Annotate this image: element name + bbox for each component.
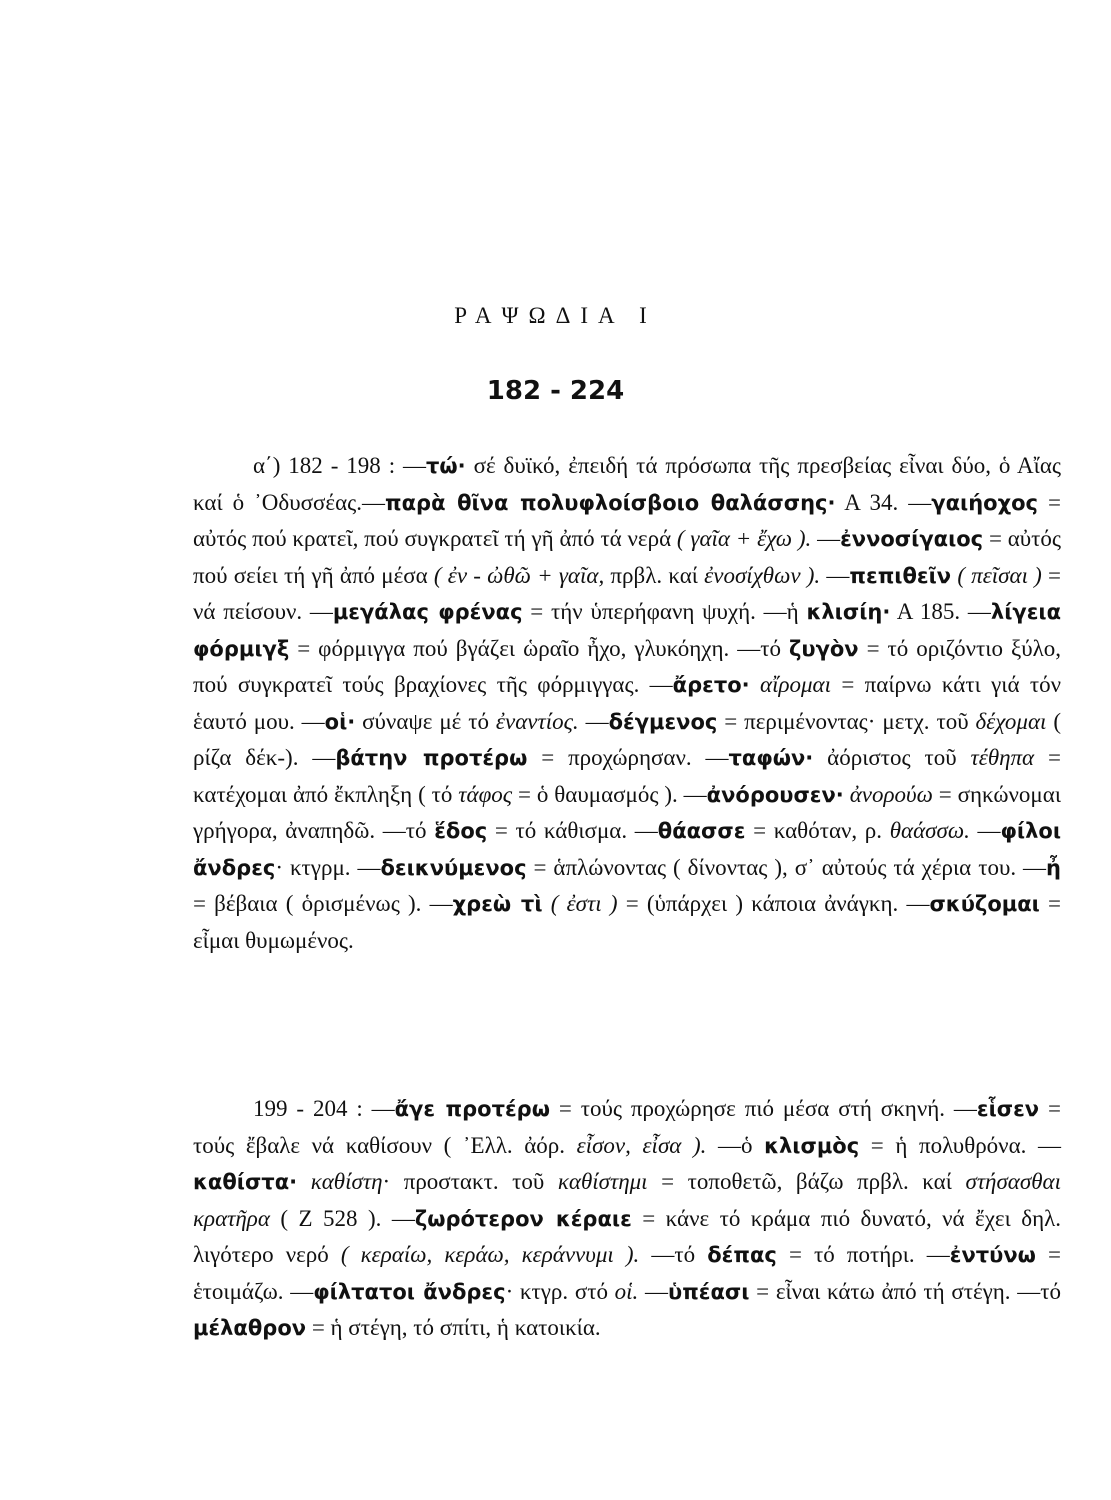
text-segment: = τό οριζόντιο ξύλο, πού συγκρατεῖ τούς βραχίονες τῆς φόρμιγγας. —	[193, 635, 1061, 697]
text-segment: σέ δυϊκό, ἐπειδή τά πρόσωπα τῆς πρεσβείας εἶναι δύο, ὁ Αἴας καί ὁ ᾿Οδυσσέας.—	[193, 453, 1061, 515]
headword: ἄρετο·	[672, 673, 750, 697]
headword: ἦ	[1046, 855, 1061, 880]
headword: πεπιθεῖν	[849, 563, 952, 588]
headword: κλισμὸς	[764, 1133, 860, 1158]
headword: ἀνόρουσεν·	[706, 782, 844, 807]
headword: γαιήοχος	[931, 490, 1039, 515]
headword: οἱ·	[324, 709, 356, 734]
text-segment: —	[811, 526, 841, 551]
text-segment: = προχώρησαν. —	[527, 745, 729, 770]
headword: ζυγὸν	[788, 636, 859, 661]
text-segment: = βέβαια ( ὁρισμένως ). —	[193, 891, 453, 916]
headword: φίλτατοι ἄνδρες	[313, 1279, 506, 1304]
headword: δέπας	[707, 1243, 777, 1267]
text-segment: —ὁ	[706, 1132, 765, 1158]
italic-term: καθίστη	[310, 1169, 383, 1194]
headword: σκύζομαι	[929, 892, 1040, 916]
headword: ζωρότερον κέραιε	[414, 1206, 632, 1231]
text-segment: = τούς ἔβαλε νά καθίσουν ( ᾿Ελλ. ἀόρ.	[193, 1096, 1061, 1158]
text-segment: = ἡ πολυθρόνα. —	[859, 1132, 1061, 1158]
text-segment: —	[969, 818, 1001, 843]
headword: ὑπέασι	[668, 1279, 750, 1304]
text-segment: = τήν ὑπερήφανη ψυχή. —ἡ	[522, 599, 807, 624]
text-segment: ἀόριστος τοῦ	[813, 745, 971, 770]
text-segment: = καθόταν, ρ.	[745, 818, 890, 843]
italic-term: δέχομαι	[975, 708, 1047, 734]
text-segment: = περιμένοντας· μετχ. τοῦ	[717, 708, 976, 734]
headword: χρεὼ τὶ	[452, 892, 543, 916]
verse-range: 182 - 224	[486, 376, 625, 406]
headword: ἐννοσίγαιος	[840, 527, 984, 551]
headword: ἄγε προτέρω	[394, 1097, 550, 1121]
text-segment: Α 34. —	[835, 489, 932, 515]
headword: καθίστα·	[193, 1170, 298, 1194]
headword: ταφών·	[728, 746, 814, 770]
text-segment: πρβλ. καί	[604, 562, 705, 588]
headword: μεγάλας φρένας	[332, 600, 523, 624]
chapter-title: ΡΑΨΩΔΙΑ Ι	[454, 303, 657, 328]
text-segment: —τό	[639, 1242, 708, 1267]
text-segment	[543, 891, 551, 916]
text-segment: · κτγρμ. —	[275, 854, 381, 880]
commentary-paragraph-2	[193, 1091, 1061, 1347]
headword: δέγμενος	[608, 709, 718, 734]
italic-term: ἐναντίος.	[495, 708, 579, 734]
text-segment: = ἁπλώνοντας ( δίνοντας ), σ᾿ αὐτούς τά χέρια του. —	[526, 854, 1047, 880]
text-segment: = φόρμιγγα πού βγάζει ὡραῖο ἦχο, γλυκόηχη. —τό	[289, 635, 789, 661]
text-segment: = εἶναι κάτω ἀπό τή στέγη. —τό	[749, 1278, 1061, 1304]
headword: τώ·	[426, 454, 466, 478]
italic-term: ( ἐν - ὠθῶ + γαῖα,	[433, 562, 605, 588]
text-segment: = κάνε τό κράμα πιό δυνατό, νά ἔχει δηλ. λιγότερο νερό	[193, 1205, 1061, 1267]
text-segment: = αὐτός πού κρατεῖ, πού συγκρατεῖ τή γῆ ἀπό τά νερά	[193, 489, 1061, 551]
italic-term: θαάσσω.	[889, 818, 970, 843]
text-segment: = αὐτός πού σείει τή γῆ ἀπό μέσα	[193, 526, 1062, 588]
text-segment: Α 185. —	[890, 599, 991, 624]
text-segment: = ἑτοιμάζω. —	[193, 1242, 1061, 1304]
italic-term: ἀνορούω	[849, 781, 933, 807]
italic-term: οἱ.	[614, 1278, 639, 1304]
headword: φίλοι ἄνδρες	[193, 819, 1062, 880]
text-segment: = κατέχομαι ἀπό ἔκπληξη ( τό	[193, 745, 1061, 807]
headword: θάασσε	[657, 819, 746, 843]
text-segment: = ἡ στέγη, τό σπίτι, ἡ κατοικία.	[306, 1315, 601, 1340]
text-segment: = εἶμαι θυμωμένος.	[193, 891, 1061, 953]
italic-term: αἴρομαι	[760, 672, 832, 697]
text-segment: —	[578, 708, 609, 734]
italic-term: τέθηπα	[970, 745, 1035, 770]
text-segment: 199 - 204 : —	[253, 1096, 395, 1121]
text-segment: · προστακτ. τοῦ	[382, 1169, 558, 1194]
text-segment: = τό ποτήρι. —	[776, 1242, 950, 1267]
text-segment: = τό κάθισμα. —	[487, 818, 658, 843]
italic-term: στήσασθαι κρατῆρα	[193, 1169, 1061, 1231]
commentary-paragraph-1	[193, 448, 1061, 959]
headword: ἕδος	[434, 819, 488, 843]
text-segment: = νά πείσουν. —	[193, 562, 1062, 624]
italic-term: ( γαῖα + ἔχω ).	[676, 526, 812, 551]
text-segment	[297, 1169, 311, 1194]
italic-term: ἐνοσίχθων ).	[704, 562, 821, 588]
text-segment: = παίρνω κάτι γιά τόν ἑαυτό μου. —	[193, 672, 1062, 734]
headword: παρὰ θῖνα πολυφλοίσβοιο θαλάσσης·	[385, 490, 836, 515]
headword: δεικνύμενος	[380, 855, 527, 880]
text-segment: = σηκώνομαι γρήγορα, ἀναπηδῶ. —τό	[193, 781, 1062, 843]
text-segment: = ὁ θαυμασμός ). —	[512, 781, 707, 807]
text-segment: α΄) 182 - 198 : —	[253, 453, 427, 478]
italic-term: καθίστημι	[557, 1169, 648, 1194]
text-segment	[750, 672, 760, 697]
headword: ἐντύνω	[949, 1243, 1036, 1267]
headword: μέλαθρον	[193, 1316, 307, 1340]
text-segment: ( ρίζα δέκ-). —	[193, 708, 1061, 770]
text-segment: σύναψε μέ τό	[355, 708, 496, 734]
italic-term: τάφος	[458, 781, 513, 807]
headword: βάτην προτέρω	[335, 746, 528, 770]
text-segment: ( Ζ 528 ). —	[269, 1205, 415, 1231]
italic-term: εἶσον, εἶσα ).	[576, 1132, 707, 1158]
text-segment: —	[820, 562, 850, 588]
text-segment: = (ὑπάρχει ) κάποια ἀνάγκη. —	[617, 891, 930, 916]
headword: εἷσεν	[976, 1097, 1040, 1121]
italic-term: ( κεραίω, κεράω, κεράννυμι ).	[340, 1242, 640, 1267]
text-segment: · κτγρ. στό	[505, 1278, 615, 1304]
text-segment: = τοποθετῶ, βάζω πρβλ. καί	[647, 1169, 966, 1194]
text-segment: = τούς προχώρησε πιό μέσα στή σκηνή. —	[549, 1096, 977, 1121]
text-segment: —	[638, 1278, 669, 1304]
headword: λίγεια φόρμιγξ	[193, 600, 1061, 661]
italic-term: ( πεῖσαι )	[957, 562, 1042, 588]
italic-term: ( ἐστι )	[550, 891, 618, 916]
headword: κλισίη·	[806, 600, 891, 624]
